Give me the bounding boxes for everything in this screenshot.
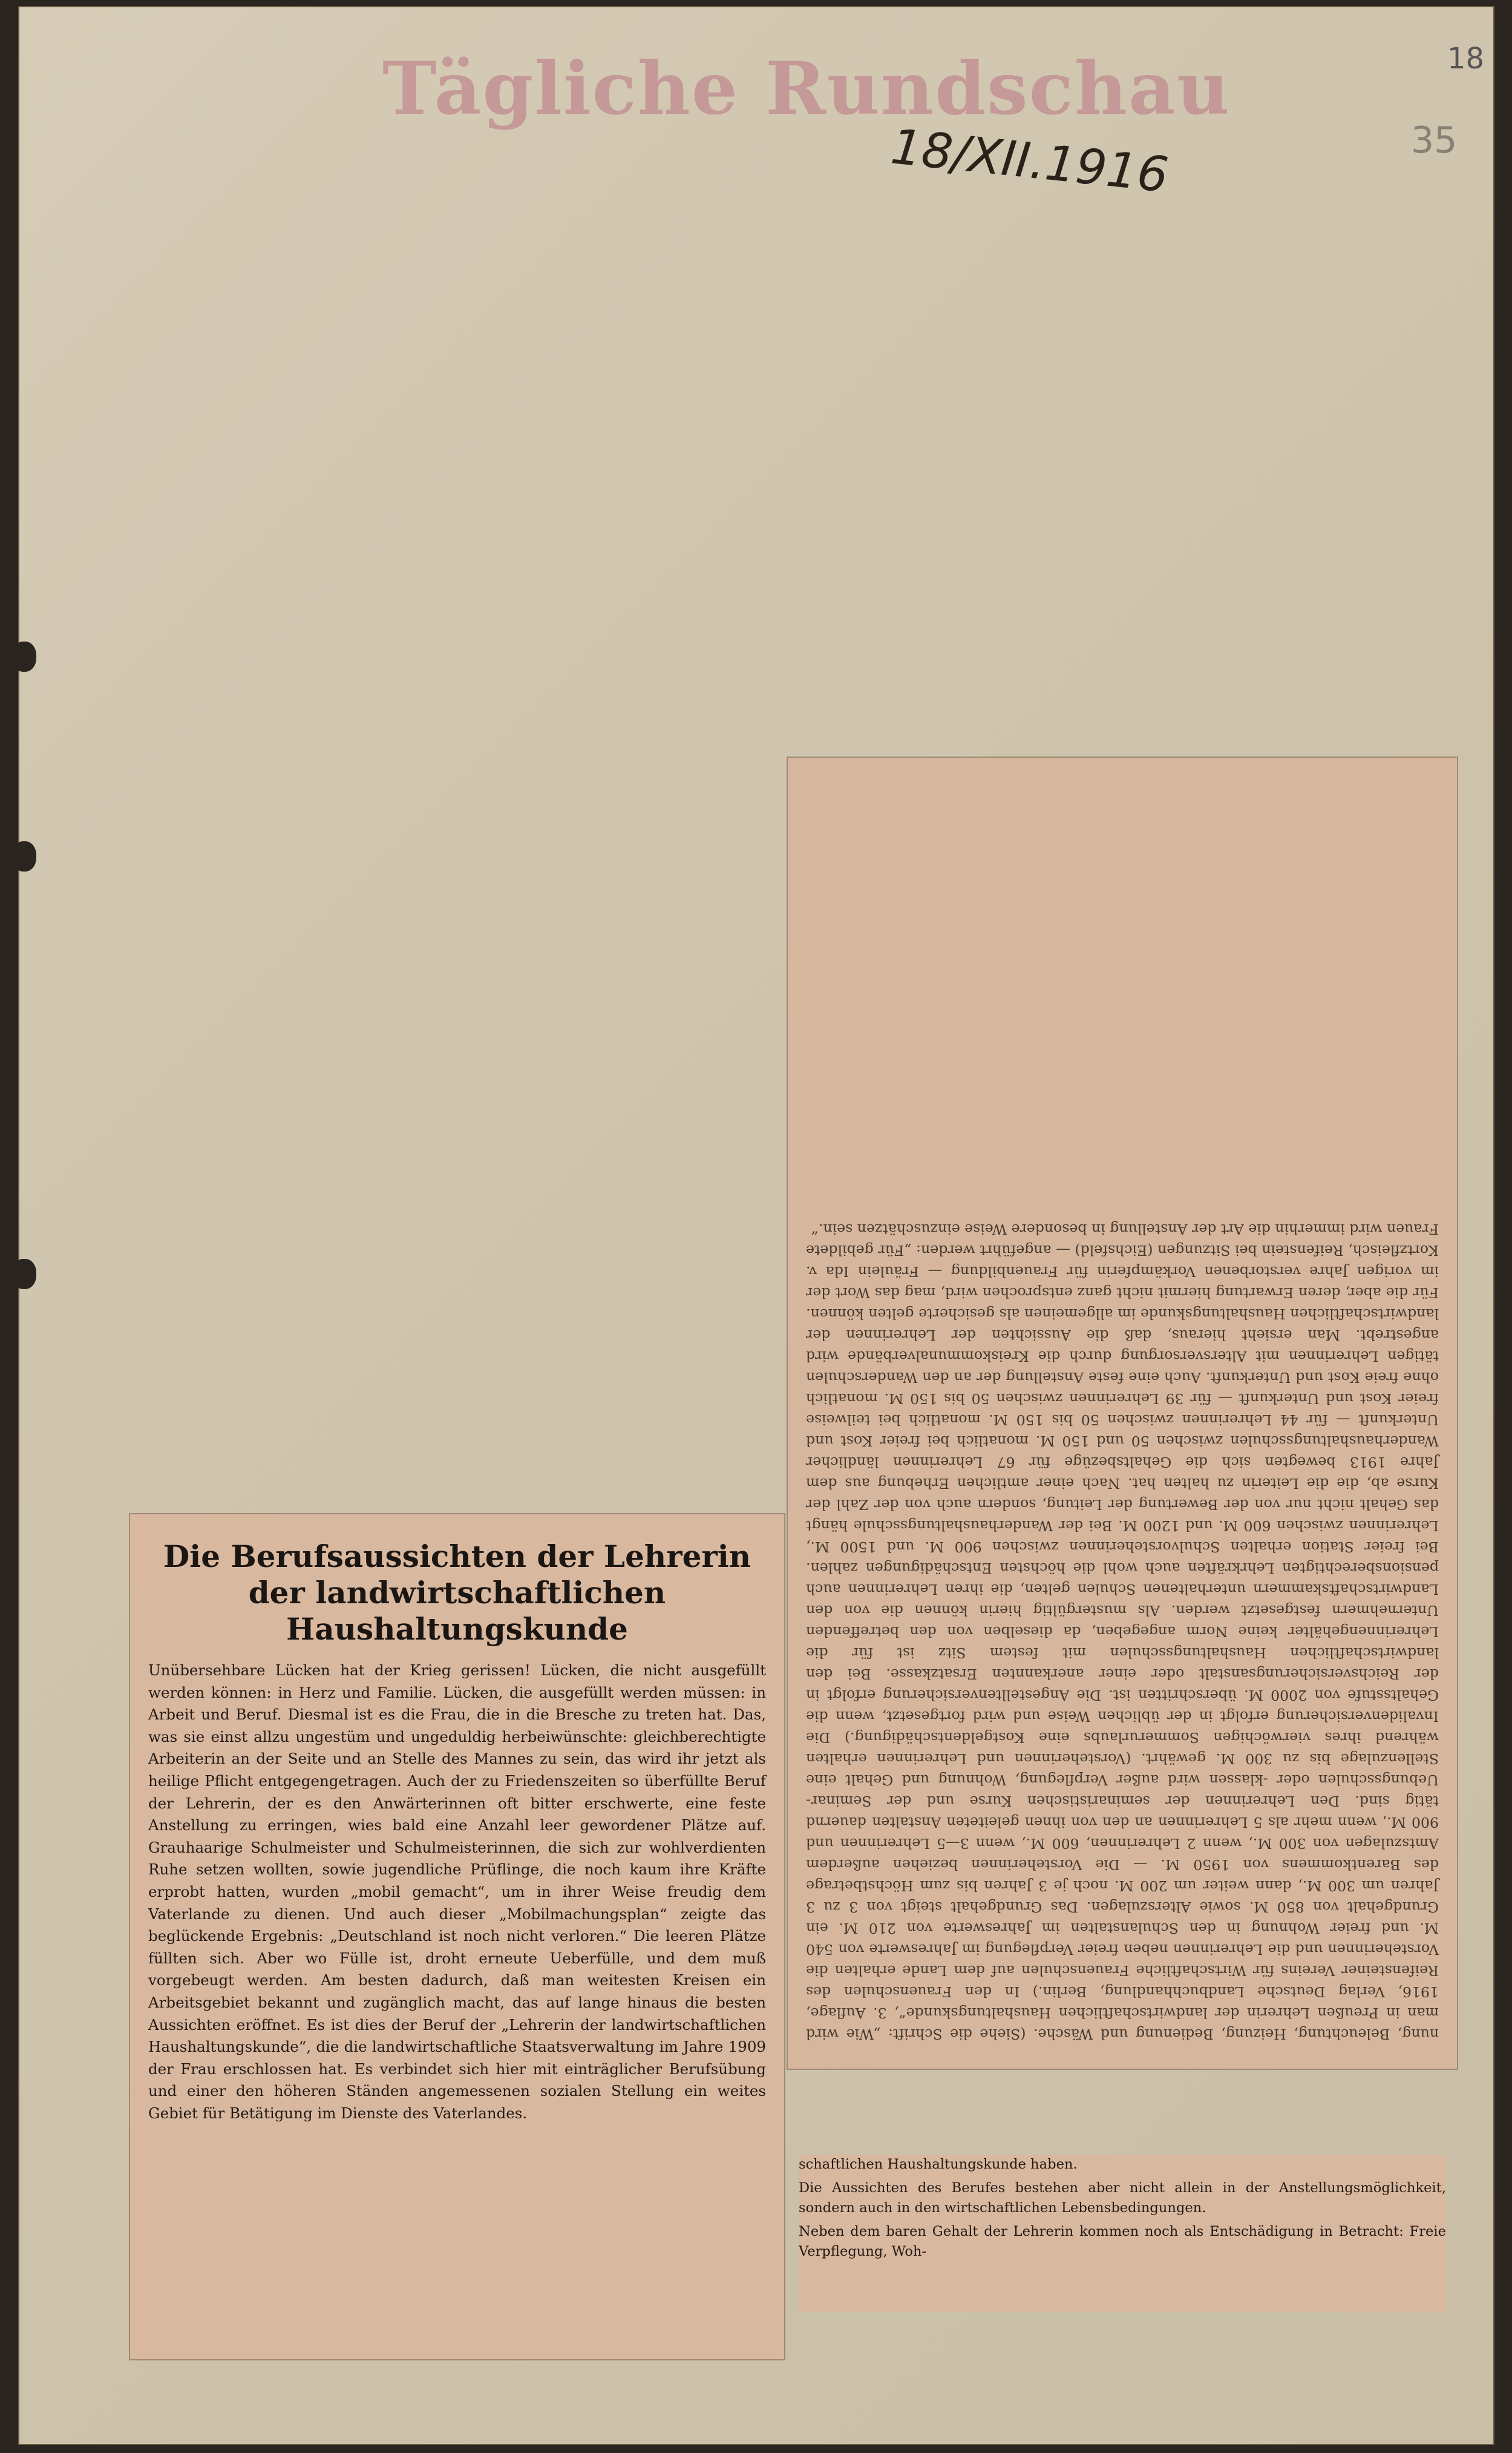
upside-down-paragraph: nung, Beleuchtung, Heizung, Bedienung und Wäsche. (Siehe die Schrift: „Wie wird man in Preußen Lehrerin der landwirtschaftlichen Haushaltungskunde“, 3. Auflage, 1916, Verlag Deutsche Landbuchhandlung, Berlin.) In den Frauenschulen des Reifensteiner Vereins für Wirtschaftliche Frauenschulen auf dem Lande erhalten die Vorsteherinnen und die Lehrerinnen neben freier Verpflegung im Jahreswerte von 540 M. und freier Wohnung in den Schulanstalten im Jahreswerte von 210 M. ein Grundgehalt von 850 M. sowie Alterszulagen. Das Grundgehalt steigt von 3 zu 3 Jahren um 300 M., dann weiter um 200 M. noch je 3 Jahren bis zum Höchstbetrage des Barentkommens von 1950 M. — Die Vorsteherinnen beziehen außerdem Amtszulagen von 300 M., wenn 2 Lehrerinnen, 600 M., wenn 3—5 Lehrerinnen und 900 M., wenn mehr als 5 Lehrerinnen an den von ihnen geleiteten Anstalten dauernd tätig sind. Den Lehrerinnen der seminaristischen Kurse und der Seminar-Uebungsschulen oder -klassen wird außer Verpflegung, Wohnung und Gehalt eine Stellenzulage bis zu 300 M. gewährt. (Vorsteherinnen und Lehrerinnen erhalten während ihres vierwöchigen Sommerurlaubs eine Kostgeldentschädigung.) Die Invalidenversicherung erfolgt in der üblichen Weise und wird fortgesetzt, wenn die Gehaltsstufe von 2000 M. überschritten ist. Die Angestelltenversicherung erfolgt in der Reichsversicherungsanstalt oder einer anerkannten Ersatzkasse. Bei den landwirtschaftlichen Haushaltungsschulen mit festem Sitz ist für die Lehrerinnengehälter keine Norm angegeben, da dieselben von den betreffenden Unternehmern festgesetzt werden. Als mustergültig hierin können die von den Landwirtschaftskammern unterhaltenen Schulen gelten, die ihren Lehrerinnen auch pensionsberechtigten Lehrkräften auch wohl die höchsten Entschädigungen zahlen. Bei freier Station erhalten Schulvorsteherinnen zwischen 900 M. und 1500 M., Lehrerinnen zwischen 600 M. und 1200 M. Bei der Wanderhaushaltungsschule hängt das Gehalt nicht nur von der Bewertung der Leitung, sondern auch von der Zahl der Kurse ab, die die Leiterin zu halten hat. Nach einer amtlichen Erhebung aus dem Jahre 1913 bewegten sich die Gehaltsbezüge für 67 Lehrerinnen ländlicher Wanderhaushaltungsschulen zwischen 50 und 150 M. monatlich bei freier Kost und Unterkunft — für 44 Lehrerinnen zwischen 50 bis 150 M. monatlich bei teilweise freier Kost und Unterkunft — für 39 Lehrerinnen zwischen 50 bis 150 M. monatlich ohne freie Kost und Unterkunft. Auch eine feste Anstellung der an den Wanderschulen tätigen Lehrerinnen mit Altersversorgung durch die Kreiskommunalverbände wird angestrebt. Man ersieht hieraus, daß die Aussichten der Lehrerinnen der landwirtschaftlichen Haushaltungskunde im allgemeinen als gesicherte gelten können. Für die aber, deren Erwartung hiermit nicht ganz entsprochen wird, mag das Wort der im vorigen Jahre verstorbenen Vorkämpferin für Frauenbildung — Fräulein Ida v. Kortzfleisch, Reifenstein bei Sitzungen (Eichsfeld) — angeführt werden: „Für gebildete Frauen wird immerhin die Art der Anstellung in besondere Weise einzuschätzen sein.“ [806,1221,1439,2043]
punch-hole-top [12,642,36,672]
punch-hole-middle [12,841,36,872]
punch-hole-lower [12,1259,36,1289]
clipping-upside-down [787,757,1458,2070]
handwritten-number-top: 18 [1447,42,1485,76]
newspaper-stamp: Tägliche Rundschau [382,46,1231,131]
continuation-paragraph-2: Die Aussichten des Berufes bestehen aber nicht allein in der Anstellungsmöglichkeit, sondern auch in den wirtschaftlichen Lebensbedingungen. [799,2180,1446,2216]
article-continuation [799,2155,1446,2312]
article-headline: Die Berufsaussichten der Lehrerin der landwirtschaftlichen Haushaltungskunde [163,1538,751,1647]
article-clipping [129,1513,785,2360]
continuation-paragraph-3: Neben dem baren Gehalt der Lehrerin kommen noch als Entschädigung in Betracht: Freie Verpflegung, Woh- [799,2224,1446,2259]
handwritten-date: 18/XII.1916 [888,118,1171,203]
upside-down-text-block [788,758,1457,2069]
continuation-paragraph-1: schaftlichen Haushaltungskunde haben. [799,2156,1078,2172]
handwritten-number-below: 35 [1411,119,1458,162]
article-body: Unübersehbare Lücken hat der Krieg gerissen! Lücken, die nicht ausgefüllt werden können: in Herz und Familie. Lücken, die ausgefüllt werden müssen: in Arbeit und Beruf. Diesmal ist es die Frau, die in die Bresche zu treten hat. Das, was sie einst allzu ungestüm und ungeduldig herbeiwünschte: gleichberechtigte Arbeiterin an der Seite und an Stelle des Mannes zu sein, das wird ihr jetzt als heilige Pflicht entgegengetragen. Auch der zu Friedenszeiten so überfüllte Beruf der Lehrerin, der es den Anwärterinnen oft bitter erschwerte, eine feste Anstellung zu erringen, wies bald eine Anzahl leer gewordener Plätze auf. Grauhaarige Schulmeister und Schulmeisterinnen, die sich zur wohlverdienten Ruhe setzen wollten, sowie jugendliche Prüflinge, die noch kaum ihre Kräfte erprobt hatten, wurden „mobil gemacht“, um in ihrer Weise freudig dem Vaterlande zu dienen. Und auch dieser „Mobilmachungsplan“ zeigte das beglückende Ergebnis: „Deutschland ist noch nicht verloren.“ Die leeren Plätze füllten sich. Aber wo Fülle ist, droht erneute Ueberfülle, und dem muß vorgebeugt werden. Am besten dadurch, daß man weitesten Kreisen ein Arbeitsgebiet bekannt und zugänglich macht, das auf lange hinaus die besten Aussichten eröffnet. Es ist dies der Beruf der „Lehrerin der landwirtschaftlichen Haushaltungskunde“, die die landwirtschaftliche Staatsverwaltung im Jahre 1909 der Frau erschlossen hat. Es verbindet sich hier mit einträglicher Berufsübung und einer den höheren Ständen angemessenen sozialen Stellung ein weites Gebiet für Betätigung im Dienste des Vaterlandes. [148,1661,766,2122]
